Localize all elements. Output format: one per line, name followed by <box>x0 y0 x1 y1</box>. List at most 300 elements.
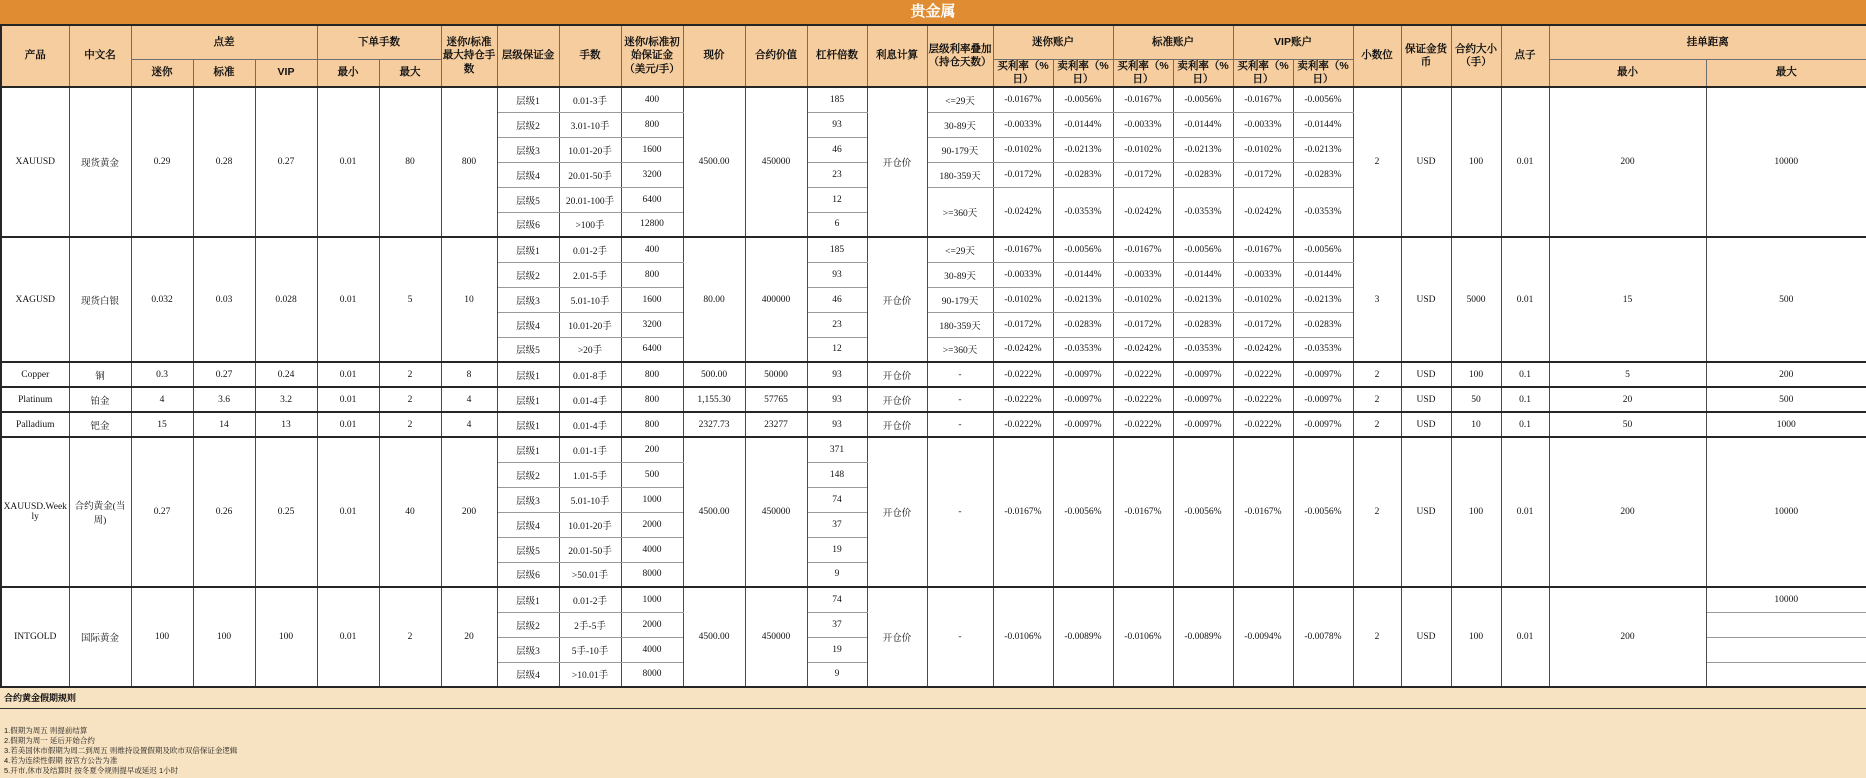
tier-initial-margin: 500 <box>621 462 683 487</box>
rate-days: <=29天 <box>927 87 993 112</box>
contract-size: 100 <box>1451 587 1501 687</box>
header-leverage: 杠杆倍数 <box>807 25 867 87</box>
pending-min: 50 <box>1549 412 1706 437</box>
tier-lots-range: 2手-5手 <box>559 612 621 637</box>
margin-currency: USD <box>1401 412 1451 437</box>
tier-leverage: 93 <box>807 262 867 287</box>
standard-sell-rate: -0.0144% <box>1173 112 1233 137</box>
standard-sell-rate: -0.0056% <box>1173 437 1233 587</box>
standard-buy-rate: -0.0167% <box>1113 87 1173 112</box>
mini-sell-rate: -0.0144% <box>1053 262 1113 287</box>
spread-mini: 0.29 <box>131 87 193 237</box>
vip-sell-rate: -0.0353% <box>1293 187 1353 237</box>
tier-lots-range: >50.01手 <box>559 562 621 587</box>
tier-leverage: 23 <box>807 312 867 337</box>
header-margin-currency: 保证金货币 <box>1401 25 1451 87</box>
tier-leverage: 37 <box>807 512 867 537</box>
header-contract-size: 合约大小（手） <box>1451 25 1501 87</box>
tier-level: 层级4 <box>497 312 559 337</box>
header-tier-rate-overlay: 层级利率叠加（持仓天数） <box>927 25 993 87</box>
tier-initial-margin: 1600 <box>621 287 683 312</box>
points: 0.01 <box>1501 437 1549 587</box>
vip-sell-rate: -0.0144% <box>1293 262 1353 287</box>
header-spread-vip: VIP <box>255 59 317 87</box>
tier-leverage: 37 <box>807 612 867 637</box>
standard-sell-rate: -0.0097% <box>1173 412 1233 437</box>
points: 0.1 <box>1501 387 1549 412</box>
product-symbol: XAUUSD <box>1 87 69 237</box>
order-min: 0.01 <box>317 587 379 687</box>
mini-sell-rate: -0.0213% <box>1053 137 1113 162</box>
tier-level: 层级3 <box>497 137 559 162</box>
rate-days: >=360天 <box>927 187 993 237</box>
header-mini-sell-rate: 卖利率（%日） <box>1053 59 1113 87</box>
vip-buy-rate: -0.0102% <box>1233 287 1293 312</box>
standard-sell-rate: -0.0089% <box>1173 587 1233 687</box>
tier-lots-range: 10.01-20手 <box>559 312 621 337</box>
tier-initial-margin: 800 <box>621 112 683 137</box>
header-vip-buy-rate: 买利率（%日） <box>1233 59 1293 87</box>
table-header <box>1 25 1866 87</box>
points: 0.01 <box>1501 587 1549 687</box>
points: 0.1 <box>1501 412 1549 437</box>
spread-mini: 0.3 <box>131 362 193 387</box>
tier-leverage: 23 <box>807 162 867 187</box>
standard-sell-rate: -0.0353% <box>1173 337 1233 362</box>
vip-sell-rate: -0.0097% <box>1293 412 1353 437</box>
pending-min: 15 <box>1549 237 1706 362</box>
spread-vip: 0.24 <box>255 362 317 387</box>
standard-sell-rate: -0.0353% <box>1173 187 1233 237</box>
margin-currency: USD <box>1401 387 1451 412</box>
mini-buy-rate: -0.0106% <box>993 587 1053 687</box>
margin-currency: USD <box>1401 362 1451 387</box>
order-max: 5 <box>379 237 441 362</box>
product-cn-name: 国际黄金 <box>69 587 131 687</box>
interest-calc: 开仓价 <box>867 87 927 237</box>
mini-buy-rate: -0.0242% <box>993 337 1053 362</box>
standard-buy-rate: -0.0102% <box>1113 137 1173 162</box>
standard-buy-rate: -0.0167% <box>1113 237 1173 262</box>
standard-buy-rate: -0.0242% <box>1113 337 1173 362</box>
mini-buy-rate: -0.0242% <box>993 187 1053 237</box>
vip-buy-rate: -0.0222% <box>1233 412 1293 437</box>
vip-sell-rate: -0.0056% <box>1293 437 1353 587</box>
header-order-min: 最小 <box>317 59 379 87</box>
contract-value: 450000 <box>745 437 807 587</box>
margin-currency: USD <box>1401 587 1451 687</box>
mini-buy-rate: -0.0222% <box>993 387 1053 412</box>
order-max: 2 <box>379 412 441 437</box>
spread-vip: 0.028 <box>255 237 317 362</box>
vip-sell-rate: -0.0097% <box>1293 387 1353 412</box>
contract-value: 450000 <box>745 87 807 237</box>
max-position: 200 <box>441 437 497 587</box>
holiday-note-line: 4.若为连续性假期 按官方公告为准 <box>4 756 118 765</box>
spread-mini: 0.27 <box>131 437 193 587</box>
order-max: 2 <box>379 387 441 412</box>
tier-initial-margin: 8000 <box>621 662 683 687</box>
header-standard-buy-rate: 买利率（%日） <box>1113 59 1173 87</box>
standard-sell-rate: -0.0283% <box>1173 312 1233 337</box>
tier-initial-margin: 2000 <box>621 612 683 637</box>
rate-days: <=29天 <box>927 237 993 262</box>
contract-size: 100 <box>1451 362 1501 387</box>
tier-level: 层级2 <box>497 262 559 287</box>
table-row <box>1 87 1866 112</box>
interest-calc: 开仓价 <box>867 387 927 412</box>
sheet-title: 贵金属 <box>0 0 1866 24</box>
standard-buy-rate: -0.0033% <box>1113 262 1173 287</box>
table-row <box>1 587 1866 612</box>
pending-min: 200 <box>1549 437 1706 587</box>
standard-sell-rate: -0.0144% <box>1173 262 1233 287</box>
current-price: 4500.00 <box>683 87 745 237</box>
header-contract-value: 合约价值 <box>745 25 807 87</box>
interest-calc: 开仓价 <box>867 587 927 687</box>
vip-buy-rate: -0.0167% <box>1233 437 1293 587</box>
tier-lots-range: >10.01手 <box>559 662 621 687</box>
vip-buy-rate: -0.0167% <box>1233 237 1293 262</box>
tier-lots-range: 0.01-4手 <box>559 387 621 412</box>
tier-lots-range: 0.01-4手 <box>559 412 621 437</box>
product-cn-name: 现货黄金 <box>69 87 131 237</box>
tier-level: 层级5 <box>497 337 559 362</box>
header-spread-mini: 迷你 <box>131 59 193 87</box>
product-symbol: Copper <box>1 362 69 387</box>
vip-buy-rate: -0.0033% <box>1233 262 1293 287</box>
tier-leverage: 93 <box>807 112 867 137</box>
vip-buy-rate: -0.0094% <box>1233 587 1293 687</box>
max-position: 8 <box>441 362 497 387</box>
header-group-row <box>1 25 1866 59</box>
product-symbol: Palladium <box>1 412 69 437</box>
order-max: 40 <box>379 437 441 587</box>
header-vip-account: VIP账户 <box>1233 25 1353 59</box>
rate-days: 90-179天 <box>927 287 993 312</box>
spread-vip: 0.25 <box>255 437 317 587</box>
header-max-position: 迷你/标准最大持仓手数 <box>441 25 497 87</box>
vip-buy-rate: -0.0242% <box>1233 187 1293 237</box>
standard-buy-rate: -0.0106% <box>1113 587 1173 687</box>
tier-initial-margin: 6400 <box>621 337 683 362</box>
table-row <box>1 437 1866 462</box>
contract-value: 57765 <box>745 387 807 412</box>
mini-buy-rate: -0.0167% <box>993 437 1053 587</box>
vip-sell-rate: -0.0283% <box>1293 162 1353 187</box>
vip-sell-rate: -0.0353% <box>1293 337 1353 362</box>
tier-lots-range: 10.01-20手 <box>559 512 621 537</box>
holiday-notes <box>0 709 1866 778</box>
product-symbol: INTGOLD <box>1 587 69 687</box>
tier-level: 层级4 <box>497 662 559 687</box>
decimals: 2 <box>1353 87 1401 237</box>
tier-leverage: 6 <box>807 212 867 237</box>
tier-initial-margin: 6400 <box>621 187 683 212</box>
max-position: 800 <box>441 87 497 237</box>
standard-buy-rate: -0.0033% <box>1113 112 1173 137</box>
contract-value: 50000 <box>745 362 807 387</box>
vip-buy-rate: -0.0222% <box>1233 387 1293 412</box>
standard-sell-rate: -0.0213% <box>1173 137 1233 162</box>
rate-days: - <box>927 437 993 587</box>
tier-level: 层级4 <box>497 162 559 187</box>
header-points: 点子 <box>1501 25 1549 87</box>
header-pending-distance-group: 挂单距离 <box>1549 25 1866 59</box>
holiday-note-line: 1.假期为周五 则提前结算 <box>4 726 88 735</box>
holiday-note-line: 2.假期为周一 延后开始合约 <box>4 736 95 745</box>
mini-sell-rate: -0.0353% <box>1053 337 1113 362</box>
header-order-max: 最大 <box>379 59 441 87</box>
tier-level: 层级2 <box>497 612 559 637</box>
pending-max: 500 <box>1706 237 1866 362</box>
spread-standard: 0.26 <box>193 437 255 587</box>
tier-lots-range: 0.01-8手 <box>559 362 621 387</box>
tier-lots-range: >20手 <box>559 337 621 362</box>
tier-lots-range: 2.01-5手 <box>559 262 621 287</box>
rate-days: - <box>927 362 993 387</box>
tier-lots-range: 0.01-2手 <box>559 237 621 262</box>
mini-buy-rate: -0.0172% <box>993 312 1053 337</box>
pending-min: 5 <box>1549 362 1706 387</box>
holiday-rules-band: 合约黄金假期规则 <box>0 688 1866 709</box>
tier-initial-margin: 3200 <box>621 162 683 187</box>
vip-sell-rate: -0.0144% <box>1293 112 1353 137</box>
mini-buy-rate: -0.0167% <box>993 237 1053 262</box>
tier-lots-range: 0.01-2手 <box>559 587 621 612</box>
tier-level: 层级3 <box>497 637 559 662</box>
margin-currency: USD <box>1401 437 1451 587</box>
header-lots: 手数 <box>559 25 621 87</box>
tier-initial-margin: 800 <box>621 387 683 412</box>
current-price: 4500.00 <box>683 437 745 587</box>
header-interest-calc: 利息计算 <box>867 25 927 87</box>
pending-max: 10000 <box>1706 437 1866 587</box>
decimals: 3 <box>1353 237 1401 362</box>
header-product: 产品 <box>1 25 69 87</box>
spread-mini: 4 <box>131 387 193 412</box>
tier-initial-margin: 3200 <box>621 312 683 337</box>
rate-days: 180-359天 <box>927 312 993 337</box>
header-mini-buy-rate: 买利率（%日） <box>993 59 1053 87</box>
pending-max <box>1706 637 1866 662</box>
tier-lots-range: 20.01-50手 <box>559 537 621 562</box>
current-price: 2327.73 <box>683 412 745 437</box>
mini-sell-rate: -0.0056% <box>1053 87 1113 112</box>
tier-lots-range: 0.01-3手 <box>559 87 621 112</box>
interest-calc: 开仓价 <box>867 362 927 387</box>
tier-lots-range: 1.01-5手 <box>559 462 621 487</box>
pending-max: 500 <box>1706 387 1866 412</box>
header-decimals: 小数位 <box>1353 25 1401 87</box>
order-min: 0.01 <box>317 437 379 587</box>
interest-calc: 开仓价 <box>867 437 927 587</box>
tier-leverage: 93 <box>807 412 867 437</box>
mini-sell-rate: -0.0056% <box>1053 237 1113 262</box>
tier-leverage: 185 <box>807 237 867 262</box>
tier-level: 层级6 <box>497 562 559 587</box>
tier-lots-range: >100手 <box>559 212 621 237</box>
tier-leverage: 371 <box>807 437 867 462</box>
rate-days: - <box>927 587 993 687</box>
header-initial-margin: 迷你/标准初始保证金（美元/手） <box>621 25 683 87</box>
order-max: 2 <box>379 362 441 387</box>
margin-currency: USD <box>1401 237 1451 362</box>
spread-vip: 100 <box>255 587 317 687</box>
tier-lots-range: 5.01-10手 <box>559 287 621 312</box>
points: 0.1 <box>1501 362 1549 387</box>
decimals: 2 <box>1353 412 1401 437</box>
tier-initial-margin: 1000 <box>621 487 683 512</box>
product-cn-name: 铜 <box>69 362 131 387</box>
tier-leverage: 74 <box>807 487 867 512</box>
standard-buy-rate: -0.0172% <box>1113 312 1173 337</box>
product-cn-name: 钯金 <box>69 412 131 437</box>
tier-level: 层级1 <box>497 362 559 387</box>
standard-sell-rate: -0.0056% <box>1173 87 1233 112</box>
standard-sell-rate: -0.0283% <box>1173 162 1233 187</box>
mini-sell-rate: -0.0097% <box>1053 412 1113 437</box>
order-min: 0.01 <box>317 412 379 437</box>
rate-days: 30-89天 <box>927 112 993 137</box>
header-cn-name: 中文名 <box>69 25 131 87</box>
rate-days: - <box>927 412 993 437</box>
spread-vip: 0.27 <box>255 87 317 237</box>
spread-mini: 0.032 <box>131 237 193 362</box>
tier-initial-margin: 800 <box>621 262 683 287</box>
tier-initial-margin: 4000 <box>621 537 683 562</box>
spread-vip: 3.2 <box>255 387 317 412</box>
mini-buy-rate: -0.0222% <box>993 412 1053 437</box>
current-price: 1,155.30 <box>683 387 745 412</box>
tier-lots-range: 10.01-20手 <box>559 137 621 162</box>
header-spread-group: 点差 <box>131 25 317 59</box>
mini-sell-rate: -0.0097% <box>1053 362 1113 387</box>
standard-buy-rate: -0.0102% <box>1113 287 1173 312</box>
tier-level: 层级6 <box>497 212 559 237</box>
standard-sell-rate: -0.0056% <box>1173 237 1233 262</box>
mini-sell-rate: -0.0283% <box>1053 162 1113 187</box>
tier-initial-margin: 2000 <box>621 512 683 537</box>
interest-calc: 开仓价 <box>867 237 927 362</box>
table-row <box>1 362 1866 387</box>
header-current-price: 现价 <box>683 25 745 87</box>
tier-leverage: 46 <box>807 137 867 162</box>
vip-buy-rate: -0.0033% <box>1233 112 1293 137</box>
header-vip-sell-rate: 卖利率（%日） <box>1293 59 1353 87</box>
interest-calc: 开仓价 <box>867 412 927 437</box>
tier-leverage: 46 <box>807 287 867 312</box>
rate-days: - <box>927 387 993 412</box>
tier-lots-range: 5手-10手 <box>559 637 621 662</box>
standard-sell-rate: -0.0097% <box>1173 387 1233 412</box>
tier-leverage: 9 <box>807 662 867 687</box>
product-symbol: XAUUSD.Weekly <box>1 437 69 587</box>
mini-buy-rate: -0.0222% <box>993 362 1053 387</box>
contract-size: 5000 <box>1451 237 1501 362</box>
rate-days: 180-359天 <box>927 162 993 187</box>
order-min: 0.01 <box>317 387 379 412</box>
tier-leverage: 93 <box>807 362 867 387</box>
header-order-lots-group: 下单手数 <box>317 25 441 59</box>
standard-buy-rate: -0.0222% <box>1113 387 1173 412</box>
spread-standard: 14 <box>193 412 255 437</box>
decimals: 2 <box>1353 587 1401 687</box>
vip-buy-rate: -0.0242% <box>1233 337 1293 362</box>
contract-size: 10 <box>1451 412 1501 437</box>
decimals: 2 <box>1353 362 1401 387</box>
tier-lots-range: 3.01-10手 <box>559 112 621 137</box>
table-row <box>1 412 1866 437</box>
tier-lots-range: 0.01-1手 <box>559 437 621 462</box>
mini-sell-rate: -0.0097% <box>1053 387 1113 412</box>
contract-size: 100 <box>1451 87 1501 237</box>
tier-level: 层级1 <box>497 587 559 612</box>
spread-standard: 100 <box>193 587 255 687</box>
standard-buy-rate: -0.0167% <box>1113 437 1173 587</box>
current-price: 4500.00 <box>683 587 745 687</box>
pending-max <box>1706 612 1866 637</box>
decimals: 2 <box>1353 387 1401 412</box>
tier-lots-range: 5.01-10手 <box>559 487 621 512</box>
vip-buy-rate: -0.0172% <box>1233 312 1293 337</box>
vip-sell-rate: -0.0078% <box>1293 587 1353 687</box>
vip-buy-rate: -0.0102% <box>1233 137 1293 162</box>
vip-sell-rate: -0.0056% <box>1293 87 1353 112</box>
tier-level: 层级5 <box>497 187 559 212</box>
tier-leverage: 185 <box>807 87 867 112</box>
tier-lots-range: 20.01-50手 <box>559 162 621 187</box>
spec-table-body <box>1 87 1866 687</box>
pending-min: 200 <box>1549 87 1706 237</box>
product-cn-name: 现货白银 <box>69 237 131 362</box>
product-symbol: XAGUSD <box>1 237 69 362</box>
standard-buy-rate: -0.0242% <box>1113 187 1173 237</box>
tier-level: 层级1 <box>497 437 559 462</box>
mini-sell-rate: -0.0353% <box>1053 187 1113 237</box>
mini-sell-rate: -0.0213% <box>1053 287 1113 312</box>
tier-initial-margin: 200 <box>621 437 683 462</box>
pending-max: 200 <box>1706 362 1866 387</box>
vip-sell-rate: -0.0213% <box>1293 137 1353 162</box>
vip-buy-rate: -0.0222% <box>1233 362 1293 387</box>
standard-buy-rate: -0.0222% <box>1113 362 1173 387</box>
tier-level: 层级3 <box>497 287 559 312</box>
current-price: 500.00 <box>683 362 745 387</box>
mini-buy-rate: -0.0102% <box>993 287 1053 312</box>
tier-initial-margin: 800 <box>621 362 683 387</box>
header-spread-standard: 标准 <box>193 59 255 87</box>
tier-leverage: 12 <box>807 187 867 212</box>
order-min: 0.01 <box>317 87 379 237</box>
tier-initial-margin: 4000 <box>621 637 683 662</box>
mini-sell-rate: -0.0056% <box>1053 437 1113 587</box>
contract-size: 50 <box>1451 387 1501 412</box>
header-standard-account: 标准账户 <box>1113 25 1233 59</box>
tier-lots-range: 20.01-100手 <box>559 187 621 212</box>
tier-level: 层级1 <box>497 387 559 412</box>
spec-table <box>0 24 1866 688</box>
contract-value: 400000 <box>745 237 807 362</box>
product-symbol: Platinum <box>1 387 69 412</box>
mini-buy-rate: -0.0167% <box>993 87 1053 112</box>
vip-sell-rate: -0.0056% <box>1293 237 1353 262</box>
pending-min: 200 <box>1549 587 1706 687</box>
spread-standard: 0.28 <box>193 87 255 237</box>
order-max: 80 <box>379 87 441 237</box>
tier-initial-margin: 12800 <box>621 212 683 237</box>
tier-initial-margin: 8000 <box>621 562 683 587</box>
